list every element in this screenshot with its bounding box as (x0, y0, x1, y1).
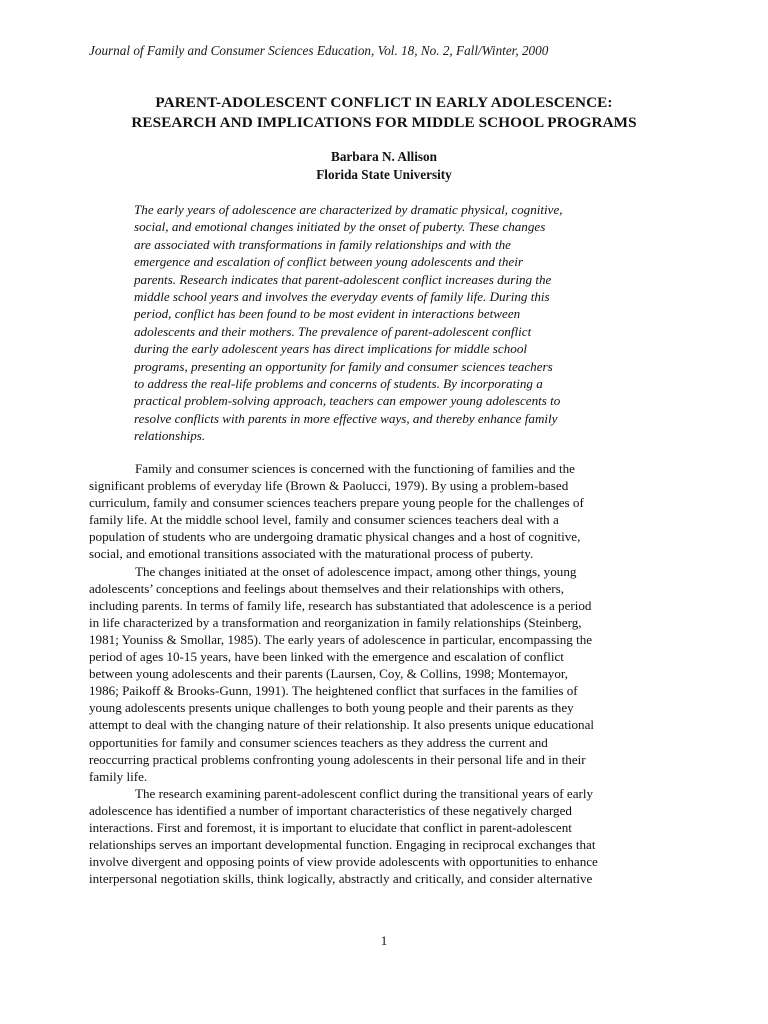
journal-header: Journal of Family and Consumer Sciences Education, Vol. 18, No. 2, Fall/Winter, 2000 (89, 43, 549, 58)
body-line: opportunities for family and consumer sciences teachers as they address the current and (89, 734, 548, 750)
abstract-line: resolve conflicts with parents in more effective ways, and thereby enhance family (134, 410, 558, 426)
body-line: The changes initiated at the onset of adolescence impact, among other things, young (135, 563, 577, 579)
abstract-line: during the early adolescent years has direct implications for middle school (134, 341, 527, 357)
author-name: Barbara N. Allison (331, 149, 437, 164)
body-line: significant problems of everyday life (Brown & Paolucci, 1979). By using a problem-based (89, 478, 569, 494)
body-line: The research examining parent-adolescent conflict during the transitional years of early (135, 785, 594, 801)
abstract (134, 201, 654, 445)
abstract-line: emergence and escalation of conflict between young adolescents and their (134, 254, 523, 270)
page-number: 1 (380, 933, 388, 948)
abstract-line: practical problem-solving approach, teachers can empower young adolescents to (134, 393, 561, 409)
body-line: young adolescents presents unique challenges to both young people and their parents as they (89, 700, 574, 716)
body-line: in life characterized by a transformation and reorganization in family relationships (Steinberg, (89, 614, 582, 630)
body-line: Family and consumer sciences is concerned with the functioning of families and the (135, 461, 575, 476)
abstract-line: relationships. (134, 428, 206, 444)
body-line: population of students who are undergoing dramatic physical changes and a host of cognitive, (89, 529, 581, 545)
body-line: adolescents’ conceptions and feelings about themselves and their relationships with others, (89, 580, 565, 596)
body-line: curriculum, family and consumer sciences teachers prepare young people for the challenges of (89, 495, 584, 511)
author-affiliation: Florida State University (316, 167, 452, 182)
abstract-line: middle school years and involves the everyday events of family life. During this (134, 289, 550, 305)
body-line: family life. At the middle school level, family and consumer sciences teachers deal with a (89, 512, 559, 528)
body-line: attempt to deal with the changing nature of their relationship. It also presents unique educational (89, 717, 595, 733)
abstract-line: parents. Research indicates that parent-adolescent conflict increases during the (134, 271, 552, 287)
body-line: relationships serves an important developmental function. Engaging in reciprocal exchanges that (89, 837, 596, 853)
body-line: including parents. In terms of family life, research has substantiated that adolescence is a period (89, 597, 592, 613)
body-line: period of ages 10-15 years, have been linked with the emergence and escalation of conflict (89, 649, 564, 665)
body-line: involve divergent and opposing points of view provide adolescents with opportunities to enhance (89, 854, 598, 870)
body-line: 1986; Paikoff & Brooks-Gunn, 1991). The heightened conflict that surfaces in the families of (89, 683, 578, 699)
body-line: interactions. First and foremost, it is important to elucidate that conflict in parent-adolescent (89, 819, 572, 835)
body-line: adolescence has identified a number of important characteristics of these negatively charged (89, 802, 572, 818)
body-line: 1981; Youniss & Smollar, 1985). The early years of adolescence in particular, encompassing the (89, 631, 593, 647)
body-line: between young adolescents and their parents (Laursen, Coy, & Collins, 1998; Montemayor, (89, 666, 568, 682)
paper-title-line-1: PARENT-ADOLESCENT CONFLICT IN EARLY ADOLESCENCE: (155, 94, 613, 111)
body-text (89, 460, 689, 887)
body-line: interpersonal negotiation skills, think logically, abstractly and critically, and consider alternative (89, 871, 593, 887)
body-line: family life. (89, 768, 148, 784)
abstract-line: The early years of adolescence are characterized by dramatic physical, cognitive, (134, 202, 563, 217)
body-line: social, and emotional transitions associated with the maturational process of puberty. (89, 546, 534, 562)
abstract-line: period, conflict has been found to be most evident in interactions between (134, 306, 521, 322)
abstract-line: are associated with transformations in family relationships and with the (134, 236, 511, 252)
abstract-line: programs, presenting an opportunity for family and consumer sciences teachers (134, 358, 553, 374)
abstract-line: social, and emotional changes initiated by the onset of puberty. These changes (134, 219, 546, 235)
body-line: reoccurring practical problems confronting young adolescents in their personal life and in their (89, 751, 586, 767)
paper-title-line-2: RESEARCH AND IMPLICATIONS FOR MIDDLE SCHOOL PROGRAMS (131, 114, 637, 131)
abstract-line: adolescents and their mothers. The prevalence of parent-adolescent conflict (134, 323, 532, 339)
abstract-line: to address the real-life problems and concerns of students. By incorporating a (134, 376, 543, 392)
